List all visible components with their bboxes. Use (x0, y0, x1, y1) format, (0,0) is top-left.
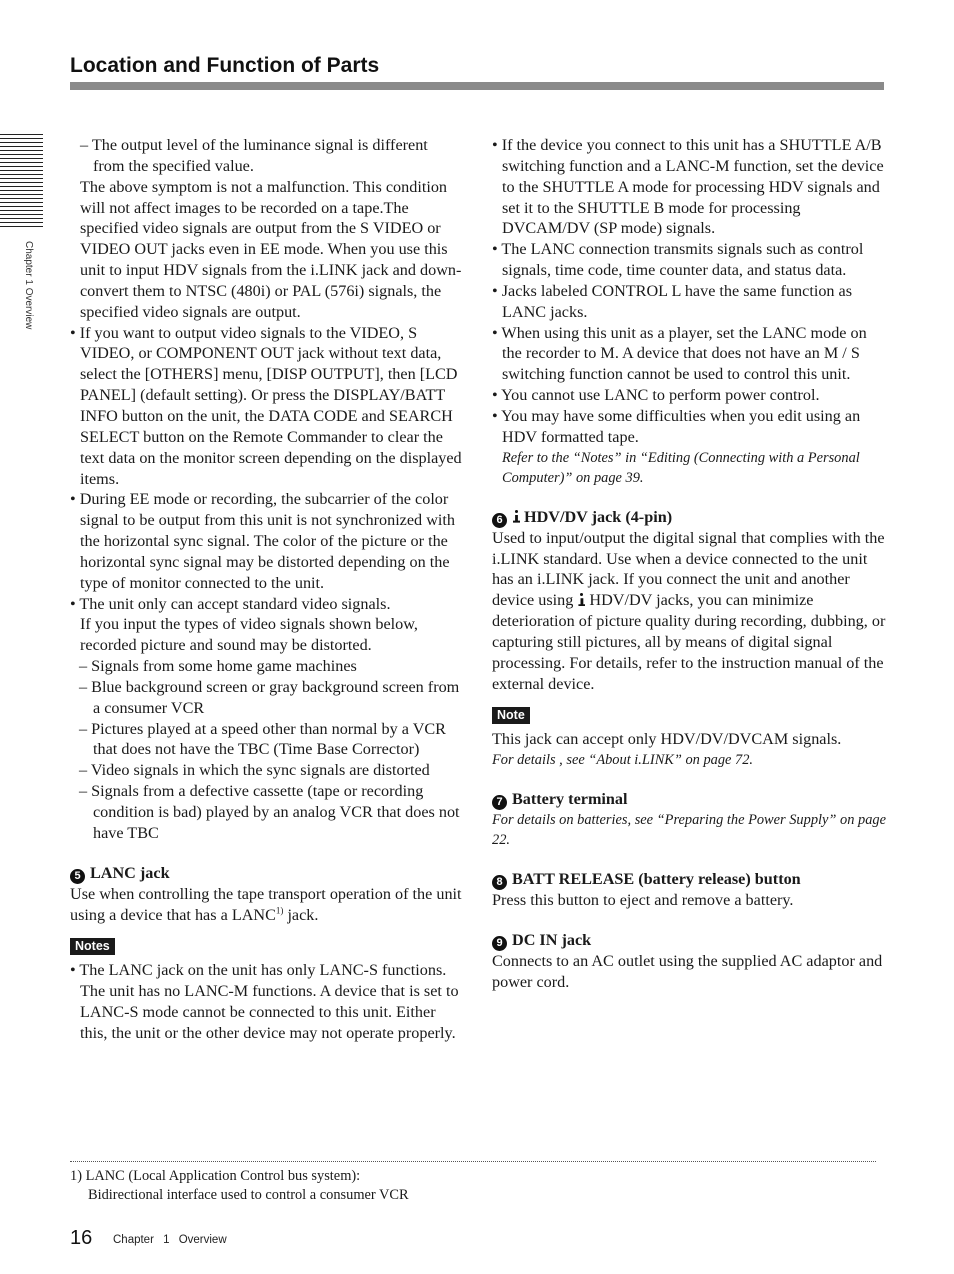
left-column (70, 135, 465, 1044)
bullet-item: • The LANC jack on the unit has only LANC-S functions. The unit has no LANC-M functions. A device that is set to LANC-S mode cannot be connected to this unit. Either this, the unit or the other device may not operate properly. (70, 961, 459, 1042)
chapter-tab-lines (0, 134, 43, 228)
section-title: LANC jack (90, 863, 170, 882)
number-9-icon: 9 (492, 936, 507, 951)
bullet-item: • You may have some difficulties when you edit using an HDV formatted tape. (492, 406, 861, 446)
chapter-side-label: Chapter 1 Overview (23, 241, 34, 330)
section-heading-dc-in (492, 930, 887, 951)
dash-item: – Video signals in which the sync signals are distorted (79, 761, 430, 780)
right-column (492, 135, 887, 993)
paragraph: Connects to an AC outlet using the supplied AC adaptor and power cord. (492, 952, 883, 991)
cross-reference: Refer to the “Notes” in “Editing (Connecting with a Personal Computer)” on page 39. (502, 449, 860, 486)
bullet-item: • During EE mode or recording, the subcarrier of the color signal to be output from this unit is not synchronized with the horizontal sync signal. The color of the picture or the horizontal sync signal may be distorted depending on the type of monitor connected to the unit. (70, 490, 455, 592)
dash-item: – Signals from a defective cassette (tape or recording condition is bad) played by an analog VCR that does not have TBC (79, 782, 460, 842)
footer-chapter: Chapter 1 Overview (113, 1234, 227, 1246)
section-heading-hdv-dv (492, 507, 887, 528)
footnote-line: Bidirectional interface used to control a consumer VCR (88, 1187, 409, 1203)
bullet-item: • The LANC connection transmits signals such as control signals, time code, time counter data, and status data. (492, 240, 864, 280)
number-7-icon: 7 (492, 795, 507, 810)
number-5-icon: 5 (70, 869, 85, 884)
number-8-icon: 8 (492, 875, 507, 890)
section-title: Battery terminal (512, 790, 628, 809)
note-label: Note (492, 707, 530, 724)
section-title: BATT RELEASE (battery release) button (512, 870, 801, 889)
paragraph: If you input the types of video signals shown below, recorded picture and sound may be distorted. (80, 615, 418, 655)
number-6-icon: 6 (492, 513, 507, 528)
ilink-icon (513, 510, 520, 523)
notes-label: Notes (70, 938, 115, 955)
footnote-divider (70, 1161, 876, 1162)
page-number: 16 (70, 1227, 93, 1249)
paragraph: Used to input/output the digital signal that complies with the i.LINK standard. Use when a device connected to the unit has an i.LINK jack. If you connect the unit and another device using HDV/DV jacks, you can minimize deterioration of picture quality during recording, dubbing, or capturing still pictures, all by means of digital signal processing. For details, refer to the instruction manual of the external device. (492, 528, 886, 693)
title-rule (70, 82, 884, 90)
section-heading-batt-release (492, 869, 887, 890)
dash-item-cont: from the specified value. (93, 156, 254, 175)
cross-reference: For details , see “About i.LINK” on page 72. (492, 752, 754, 769)
section-heading-battery (492, 789, 887, 810)
bullet-item: • When using this unit as a player, set the LANC mode on the recorder to M. A device that does not have an M / S switching function cannot be used to control this unit. (492, 323, 867, 384)
footnote-line: 1) LANC (Local Application Control bus system): (70, 1168, 361, 1184)
bullet-item: • If the device you connect to this unit has a SHUTTLE A/B switching function and a LANC-M function, set the device to the SHUTTLE A mode for processing HDV signals and set it to the SHUTTLE B mode for processing DVCAM/DV (SP mode) signals. (492, 136, 884, 238)
section-title: HDV/DV jack (4-pin) (524, 507, 673, 526)
paragraph: The above symptom is not a malfunction. This condition will not affect images to be recorded on a tape.The specified video signals are output from the S VIDEO or VIDEO OUT jacks even in EE mode. When you use this unit to input HDV signals from the i.LINK jack and down-convert them to NTSC (480i) or PAL (576i) signals, the specified video signals are output. (80, 177, 462, 321)
section-title: DC IN jack (512, 931, 592, 950)
bullet-item: • If you want to output video signals to the VIDEO, S VIDEO, or COMPONENT OUT jack without text data, select the [OTHERS] menu, [DISP OUTPUT], then [LCD PANEL] (default setting). Or press the DISPLAY/BATT INFO button on the unit, the DATA CODE and SEARCH SELECT button on the Remote Commander to clear the text data on the monitor screen depending on the displayed items. (70, 323, 462, 488)
bullet-item: • The unit only can accept standard video signals. (70, 594, 391, 613)
dash-item: – Blue background screen or gray background screen from a consumer VCR (79, 677, 460, 717)
dash-item: – The output level of the luminance signal is different (80, 136, 428, 154)
footnote-marker: 1) (275, 905, 284, 916)
paragraph: This jack can accept only HDV/DV/DVCAM signals. (492, 730, 842, 749)
cross-reference: For details on batteries, see “Preparing the Power Supply” on page 22. (492, 812, 886, 849)
bullet-item: • You cannot use LANC to perform power control. (492, 386, 820, 405)
dash-item: – Signals from some home game machines (79, 657, 357, 676)
dash-item: – Pictures played at a speed other than normal by a VCR that does not have the TBC (Time Base Corrector) (79, 719, 446, 759)
ilink-icon (578, 593, 585, 606)
section-heading-lanc (70, 863, 465, 884)
paragraph: Press this button to eject and remove a battery. (492, 891, 794, 910)
footnote (70, 1167, 670, 1205)
paragraph: Use when controlling the tape transport operation of the unit using a device that has a LANC$^{1)}$ jack. (70, 884, 462, 924)
bullet-item: • Jacks labeled CONTROL L have the same function as LANC jacks. (492, 281, 853, 321)
page-title: Location and Function of Parts (70, 54, 380, 77)
